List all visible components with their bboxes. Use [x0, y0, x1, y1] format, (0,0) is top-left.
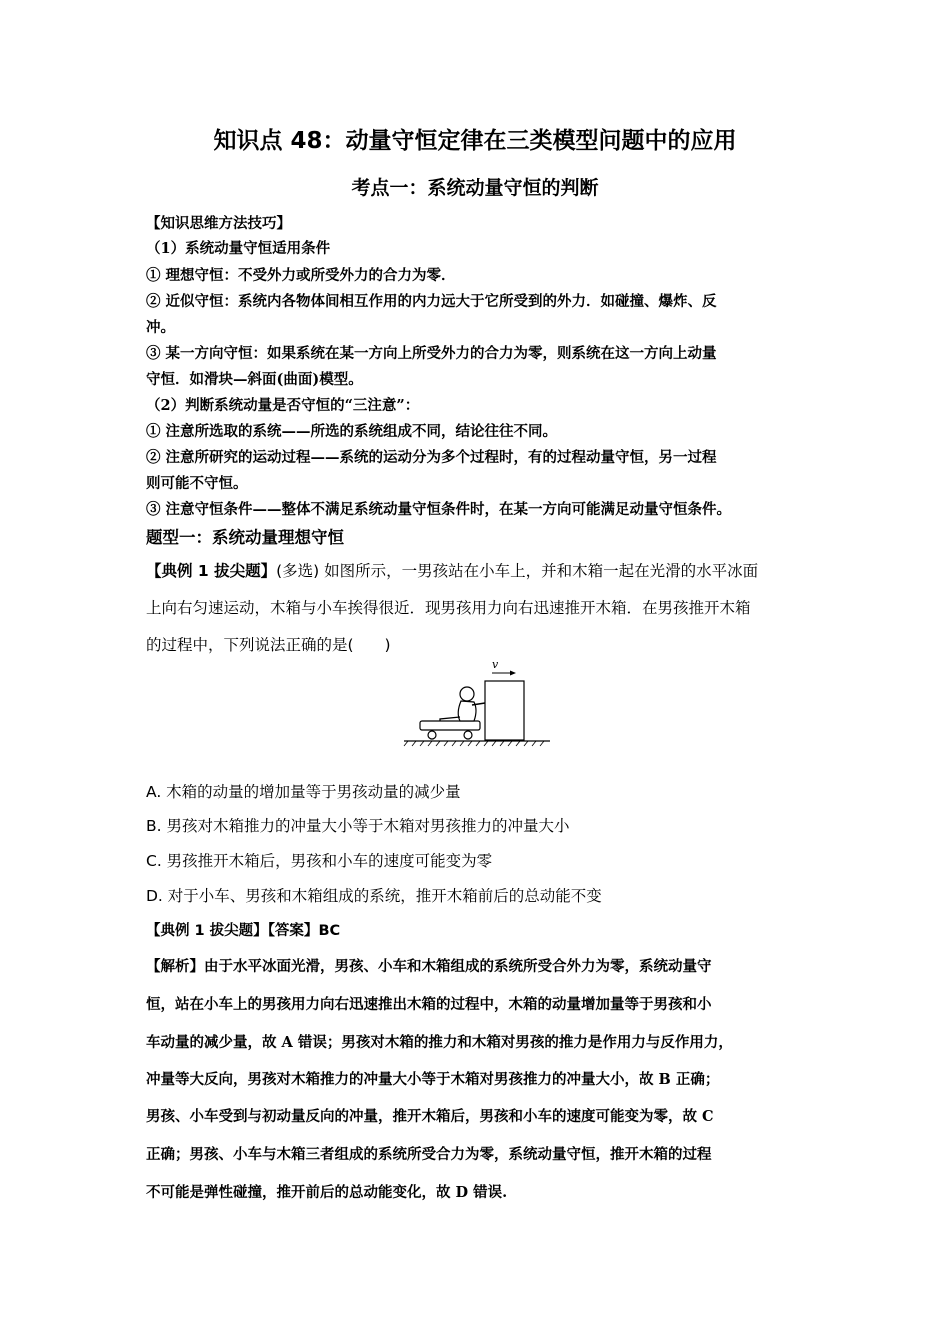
item2-c: ③ 注意守恒条件——整体不满足系统动量守恒条件时，在某一方向可能满足动量守恒条件。: [146, 501, 732, 518]
item1-a: ① 理想守恒：不受外力或所受外力的合力为零．: [146, 267, 456, 284]
option-b: B. 男孩对木箱推力的冲量大小等于木箱对男孩推力的冲量大小: [146, 817, 570, 835]
answer-line: [146, 919, 340, 940]
methods-heading: 【知识思维方法技巧】: [146, 216, 291, 232]
wooden-box: [485, 681, 524, 740]
example-line3: 的过程中，下列说法正确的是( ): [146, 636, 391, 654]
answer-tag: 【典例 1 拔尖题】: [146, 923, 268, 939]
type-heading: 题型一：系统动量理想守恒: [146, 528, 344, 547]
option-d: D. 对于小车、男孩和木箱组成的系统，推开木箱前后的总动能不变: [146, 887, 602, 905]
boy-head: [460, 687, 474, 701]
option-c: C. 男孩推开木箱后，男孩和小车的速度可能变为零: [146, 852, 493, 870]
cart: [420, 721, 480, 730]
item2-b-line2: 则可能不守恒。: [146, 475, 248, 492]
analysis-line1: [146, 955, 712, 976]
item2-b-line1: ② 注意所研究的运动过程——系统的运动分为多个过程时，有的过程动量守恒，另一过程: [146, 449, 717, 466]
velocity-label: v: [492, 658, 499, 671]
section-subtitle: 考点一：系统动量守恒的判断: [351, 177, 599, 199]
item1-title: （1）系统动量守恒适用条件: [146, 240, 331, 257]
example-line2: 上向右匀速运动，木箱与小车挨得很近．现男孩用力向右迅速推开木箱．在男孩推开木箱: [146, 599, 751, 617]
cart-wheel-left: [428, 731, 436, 739]
ground-hatching: [404, 741, 544, 746]
analysis-label: 【解析】: [146, 959, 204, 975]
item2-title: （2）判断系统动量是否守恒的“三注意”：: [146, 397, 420, 414]
cart-wheel-right: [464, 731, 472, 739]
example-line1: [146, 559, 758, 581]
item2-a: ① 注意所选取的系统——所选的系统组成不同，结论往往不同。: [146, 423, 558, 440]
answer-label: 【答案】: [267, 923, 319, 939]
analysis-line4: 冲量等大反向，男孩对木箱推力的冲量大小等于木箱对男孩推力的冲量大小，故 B 正确；: [146, 1071, 720, 1088]
analysis-line2: 恒，站在小车上的男孩用力向右迅速推出木箱的过程中，木箱的动量增加量等于男孩和小: [146, 996, 712, 1013]
item1-c-line1: ③ 某一方向守恒：如果系统在某一方向上所受外力的合力为零，则系统在这一方向上动量: [146, 345, 717, 362]
analysis-line7: 不可能是弹性碰撞，推开前后的总动能变化，故 D 错误.: [146, 1184, 508, 1201]
analysis-line3: 车动量的减少量，故 A 错误；男孩对木箱的推力和木箱对男孩的推力是作用力与反作用力，: [146, 1034, 733, 1051]
option-a: A. 木箱的动量的增加量等于男孩动量的减少量: [146, 783, 461, 801]
answer-value: BC: [318, 923, 341, 939]
analysis-line5: 男孩、小车受到与初动量反向的冲量，推开木箱后，男孩和小车的速度可能变为零，故 C: [146, 1108, 714, 1125]
example-tag: 【典例 1 拔尖题】: [146, 562, 277, 580]
item1-c-line2: 守恒．如滑块—斜面(曲面)模型。: [146, 371, 363, 388]
example-text-1: (多选) 如图所示，一男孩站在小车上，并和木箱一起在光滑的水平冰面: [276, 562, 759, 580]
analysis-text-1: 由于水平冰面光滑，男孩、小车和木箱组成的系统所受合外力为零，系统动量守: [204, 958, 712, 975]
velocity-arrowhead: [510, 671, 516, 676]
document-title: 知识点 48：动量守恒定律在三类模型问题中的应用: [213, 128, 737, 154]
analysis-line6: 正确；男孩、小车与木箱三者组成的系统所受合力为零，系统动量守恒，推开木箱的过程: [146, 1146, 712, 1163]
boy-cart-box-figure: [400, 655, 555, 750]
boy-body: [458, 701, 476, 721]
item1-b-line2: 冲。: [146, 319, 175, 336]
item1-b-line1: ② 近似守恒：系统内各物体间相互作用的内力远大于它所受到的外力．如碰撞、爆炸、反: [146, 293, 717, 310]
